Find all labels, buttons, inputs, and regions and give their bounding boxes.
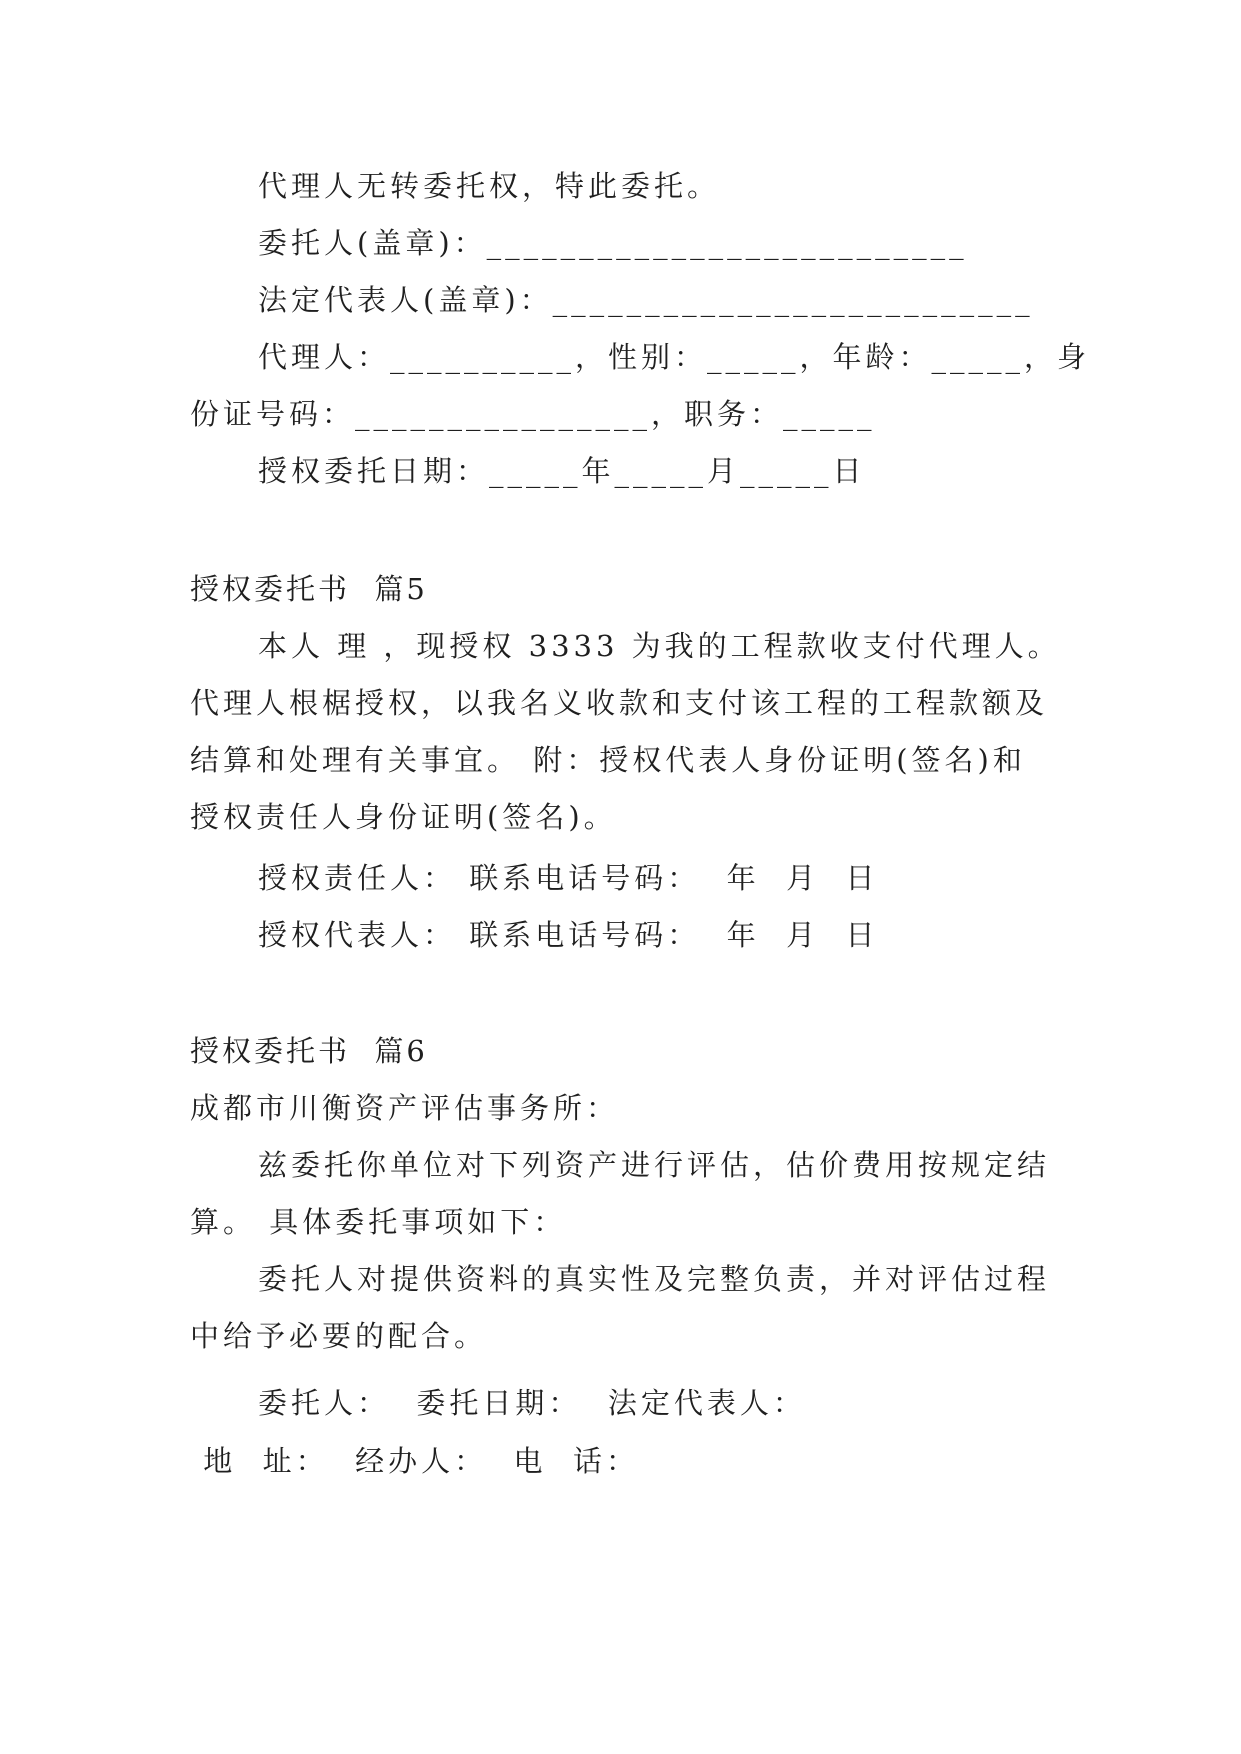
legal-representative-seal-line: 法定代表人(盖章)：__________________________	[258, 283, 1034, 317]
representative-contact-line: 授权代表人： 联系电话号码： 年 月 日	[258, 918, 879, 952]
section-5-paragraph-line: 结算和处理有关事宜。 附：授权代表人身份证明(签名)和	[190, 743, 1026, 777]
section-5-paragraph-line: 授权责任人身份证明(签名)。	[190, 800, 617, 834]
section-5-heading: 授权委托书 篇5	[190, 572, 428, 606]
responsible-person-contact-line: 授权责任人： 联系电话号码： 年 月 日	[258, 861, 879, 895]
section-5-paragraph-line: 本人 理 ，现授权 3333 为我的工程款收支付代理人。	[258, 629, 1061, 663]
principal-seal-line: 委托人(盖章)：__________________________	[258, 226, 968, 260]
section-6-paragraph-line: 算。 具体委托事项如下：	[190, 1205, 567, 1239]
section-6-heading: 授权委托书 篇6	[190, 1034, 428, 1068]
section-6-paragraph-line: 中给予必要的配合。	[190, 1319, 488, 1353]
contact-fields-line: 地 址： 经办人： 电 话：	[190, 1444, 639, 1478]
section-6-paragraph-line: 兹委托你单位对下列资产进行评估，估价费用按规定结	[258, 1148, 1051, 1182]
addressee-line: 成都市川衡资产评估事务所：	[190, 1091, 620, 1125]
section-5-paragraph-line: 代理人根椐授权，以我名义收款和支付该工程的工程款额及	[190, 686, 1049, 720]
authorization-date-line: 授权委托日期：_____年_____月_____日	[258, 454, 866, 488]
signature-fields-line: 委托人： 委托日期： 法定代表人：	[258, 1386, 806, 1420]
paragraph-no-subdelegation: 代理人无转委托权，特此委托。	[258, 169, 721, 203]
agent-id-line: 份证号码：________________，职务：_____	[190, 397, 876, 431]
agent-info-line: 代理人：__________，性别：_____，年龄：_____，身	[258, 340, 1091, 374]
section-6-paragraph-line: 委托人对提供资料的真实性及完整负责，并对评估过程	[258, 1262, 1051, 1296]
